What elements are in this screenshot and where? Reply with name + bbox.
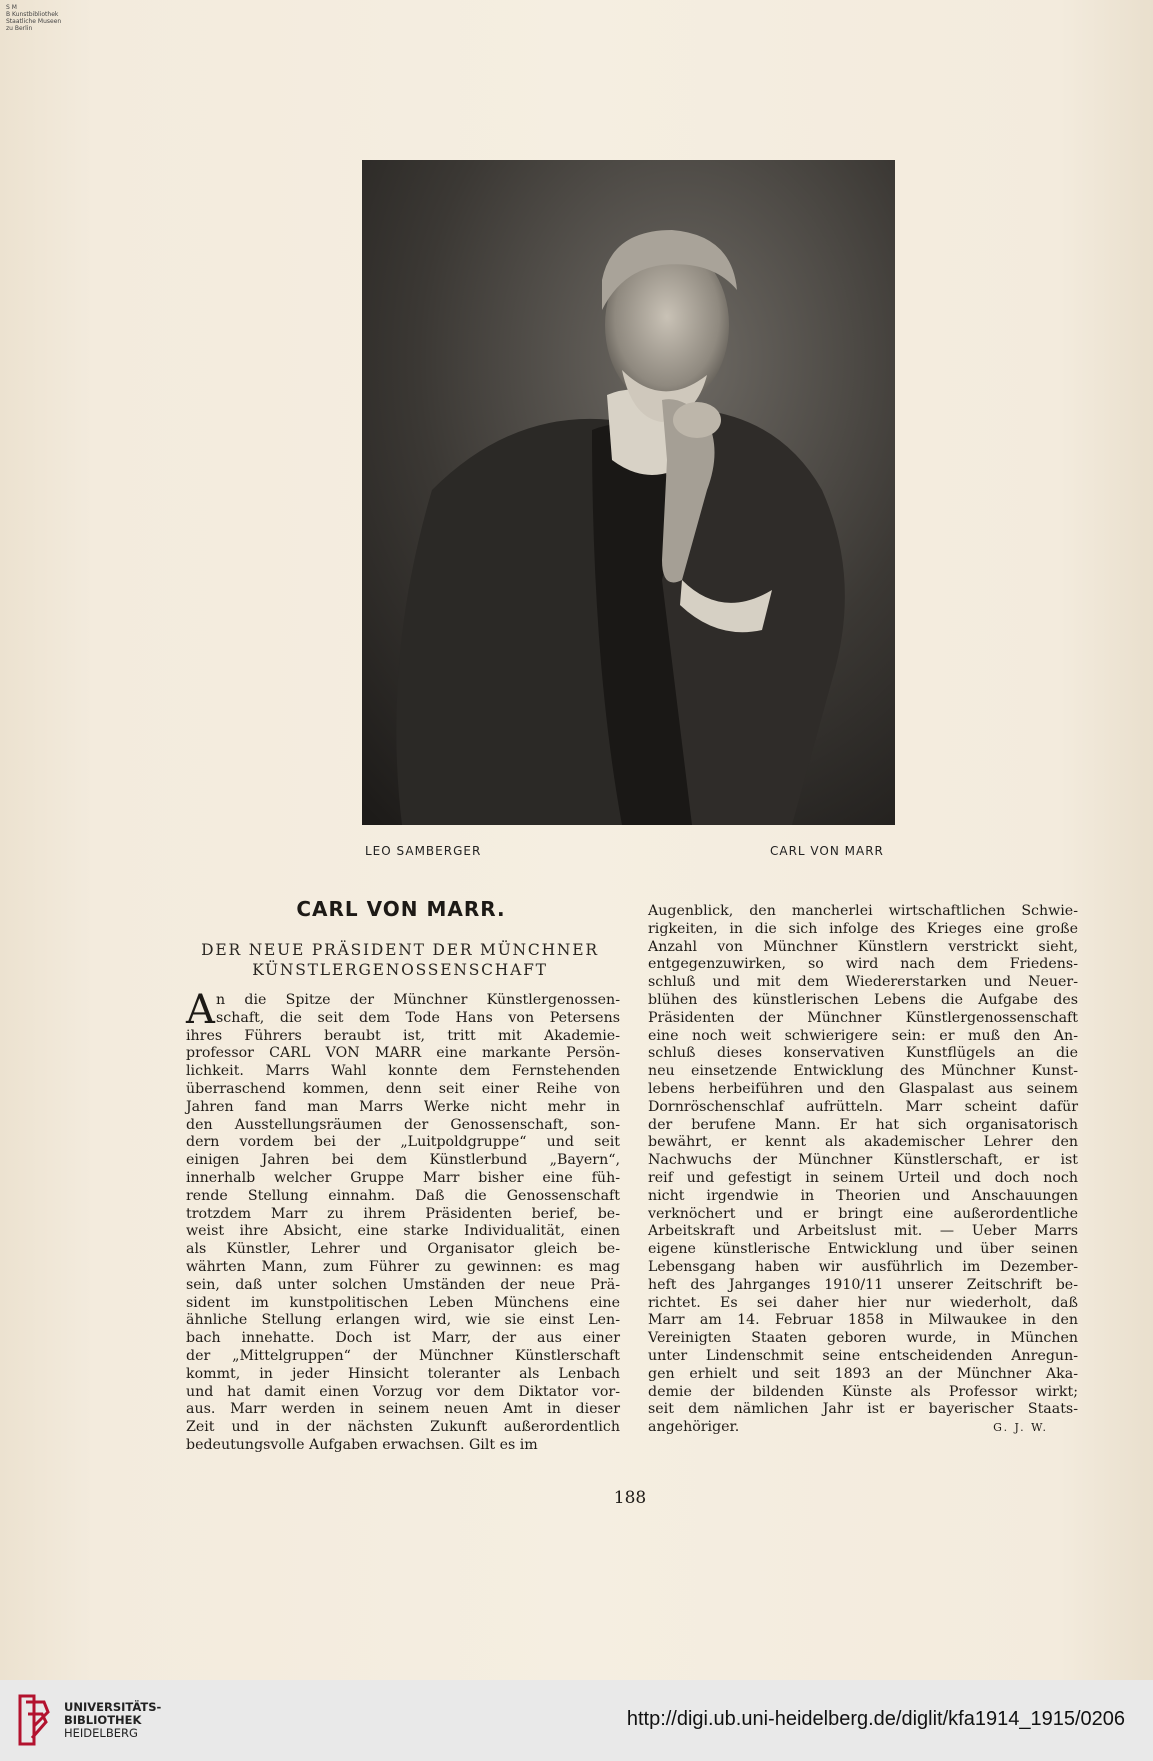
text-line-end: angehöriger. (648, 1419, 740, 1436)
signature: G. J. W. (993, 1421, 1048, 1435)
text-line: seit dem nämlichen Jahr ist er bayerischer Staats- (648, 1401, 1078, 1418)
text-line: überraschend kommen, denn seit einer Reihe von (186, 1080, 620, 1097)
text-line: Anzahl von Münchner Künstlern verstrickt sieht, (648, 938, 1078, 955)
text-line: demie der bildenden Künste als Professor wirkt; (648, 1383, 1078, 1400)
text-line: unter Lindenschmit seine entscheidenden Anregun- (648, 1347, 1078, 1364)
stamp-line: S M (6, 4, 17, 11)
text-line: gen erhielt und seit 1893 an der Münchner Aka- (648, 1365, 1078, 1382)
text-line: Jahren fand man Marrs Werke nicht mehr in (186, 1098, 620, 1115)
text-line: schaft, die seit dem Tode Hans von Petersens (216, 1009, 620, 1026)
text-line: Vereinigten Staaten geboren wurde, in München (648, 1330, 1078, 1347)
text-line: innerhalb welcher Gruppe Marr bisher eine füh- (186, 1169, 620, 1186)
text-line: neu einsetzende Entwicklung des Münchner Kunst- (648, 1063, 1078, 1080)
text-line: lebens herbeiführen und den Glaspalast aus seinem (648, 1080, 1078, 1097)
drop-cap: A (186, 987, 215, 1033)
text-line: schluß und mit dem Wiedererstarken und Neuer- (648, 974, 1078, 991)
library-stamp (6, 4, 86, 32)
text-line: bach innehatte. Doch ist Marr, der aus einer (186, 1330, 620, 1347)
portrait-image (362, 160, 895, 825)
text-line: als Künstler, Lehrer und Organisator gleich be- (186, 1241, 620, 1258)
text-line: Marr am 14. Februar 1858 in Milwaukee in den (648, 1312, 1078, 1329)
text-line (648, 1419, 1078, 1437)
stamp-line: zu Berlin (6, 25, 33, 32)
text-line: heft des Jahrganges 1910/11 unserer Zeitschrift be- (648, 1276, 1078, 1293)
text-line: dern vordem bei der „Luitpoldgruppe“ und seit (186, 1134, 620, 1151)
text-line: bewährt, er kennt als akademischer Lehrer den (648, 1134, 1078, 1151)
article-title: CARL VON MARR. (296, 897, 506, 921)
text-line: verknöchert und er bringt eine außerordentliche (648, 1205, 1078, 1222)
text-line: rigkeiten, in die sich infolge des Krieges eine große (648, 920, 1078, 937)
article-column-left (186, 987, 620, 1455)
text-line: weist ihre Absicht, eine starke Individualität, einen (186, 1223, 620, 1240)
text-line: sident im kunstpolitischen Leben Münchens eine (186, 1294, 620, 1311)
article-subtitle (180, 940, 620, 980)
text-line: reif und gefestigt in seinem Urteil und doch noch (648, 1169, 1078, 1186)
text-line: den Ausstellungsräumen der Genossenschaft, son- (186, 1116, 620, 1133)
article-column-right (648, 903, 1078, 1437)
logo-line: HEIDELBERG (64, 1726, 138, 1740)
text-line: nicht irgendwie in Theorien und Anschauungen (648, 1187, 1078, 1204)
text-line: Nachwuchs der Münchner Künstlerschaft, er ist (648, 1152, 1078, 1169)
text-line: rende Stellung einnahm. Daß die Genossenschaft (186, 1187, 620, 1204)
text-line: Arbeitskraft und Arbeitslust mit. — Ueber Marrs (648, 1223, 1078, 1240)
text-line: aus. Marr werden in seinem neuen Amt in dieser (186, 1401, 620, 1418)
portrait-painting (362, 160, 895, 825)
text-line: trotzdem Marr zu ihrem Präsidenten berief, be- (186, 1205, 620, 1222)
subtitle-line: DER NEUE PRÄSIDENT DER MÜNCHNER (201, 941, 599, 959)
text-line: ähnliche Stellung erlangen wird, wie sie einst Len- (186, 1312, 620, 1329)
text-line: der berufene Mann. Er hat sich organisatorisch (648, 1116, 1078, 1133)
library-name[interactable] (64, 1701, 161, 1740)
text-line: eine noch weit schwierigere sein: er muß den An- (648, 1027, 1078, 1044)
text-line: lichkeit. Marrs Wahl konnte dem Fernstehenden (186, 1063, 620, 1080)
text-line: Lebensgang haben wir ausführlich im Dezember- (648, 1258, 1078, 1275)
text-line: kommt, in jeder Hinsicht toleranter als Lenbach (186, 1365, 620, 1382)
text-line: schluß dieses konservativen Kunstflügels an die (648, 1045, 1078, 1062)
text-line: einigen Jahren bei dem Künstlerbund „Bayern“, (186, 1152, 620, 1169)
text-line: Zeit und in der nächsten Zukunft außerordentlich (186, 1419, 620, 1436)
text-line: richtet. Es sei daher hier nur wiederholt, daß (648, 1294, 1078, 1311)
caption-subject: CARL VON MARR (770, 844, 884, 858)
caption-artist: LEO SAMBERGER (365, 844, 482, 858)
text-line: blühen des künstlerischen Lebens die Aufgabe des (648, 991, 1078, 1008)
permalink-url[interactable]: http://digi.ub.uni-heidelberg.de/diglit/kfa1914_1915/0206 (626, 1708, 1125, 1730)
text-line: n die Spitze der Münchner Künstlergenossen- (216, 992, 620, 1008)
subtitle-line: KÜNSTLERGENOSSENSCHAFT (252, 961, 548, 979)
text-line: Präsidenten der Münchner Künstlergenossenschaft (648, 1009, 1078, 1026)
logo-line: BIBLIOTHEK (64, 1713, 142, 1727)
text-line: sein, daß unter solchen Umständen der neue Prä- (186, 1276, 620, 1293)
text-line: währten Mann, zum Führer zu gewinnen: es mag (186, 1258, 620, 1275)
text-line: der „Mittelgruppen“ der Münchner Künstlerschaft (186, 1347, 620, 1364)
text-line: Dornröschenschlaf aufrütteln. Marr scheint dafür (648, 1098, 1078, 1115)
page-number: 188 (613, 1488, 647, 1508)
logo-line: UNIVERSITÄTS- (64, 1700, 162, 1714)
text-line: und hat damit einen Vorzug vor dem Diktator vor- (186, 1383, 620, 1400)
library-logo-icon[interactable] (14, 1692, 54, 1748)
text-line: entgegenzuwirken, so wird nach dem Friedens- (648, 956, 1078, 973)
stamp-line: B Kunstbibliothek (6, 11, 59, 18)
text-line: ihres Führers beraubt ist, tritt mit Akademie- (186, 1027, 620, 1044)
footer-bar (0, 1680, 1153, 1761)
text-line: Augenblick, den mancherlei wirtschaftlichen Schwie- (648, 903, 1078, 919)
text-line: bedeutungsvolle Aufgaben erwachsen. Gilt es im (186, 1436, 538, 1453)
text-line: professor CARL VON MARR eine markante Persön- (186, 1045, 620, 1062)
stamp-line: Staatliche Museen (6, 18, 62, 25)
text-line: eigene künstlerische Entwicklung und über seinen (648, 1241, 1078, 1258)
